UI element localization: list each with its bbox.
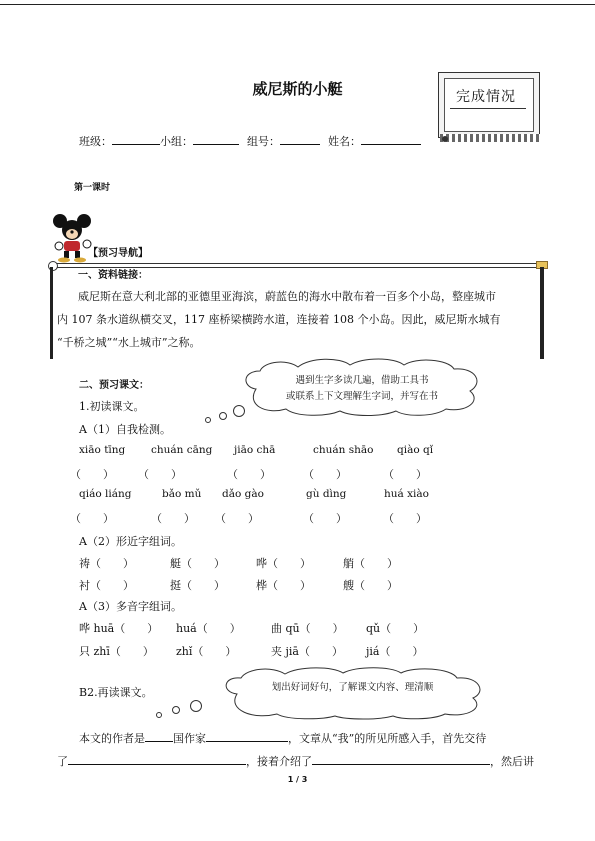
- badge-text: 完成情况: [456, 89, 516, 105]
- a2-label: A（2）形近字组词。: [79, 535, 182, 548]
- answer-box[interactable]: （ ）: [227, 468, 271, 481]
- similar-char: 艄（ ）: [343, 557, 398, 570]
- team-label: 组号：: [247, 135, 280, 148]
- thought-bubble-large: [233, 405, 245, 417]
- student-info-line: [79, 133, 421, 149]
- top-rule: [0, 4, 595, 5]
- thought-bubble-small: [205, 417, 211, 423]
- pinyin-3: jiāo chā: [234, 444, 276, 456]
- name-field[interactable]: [361, 133, 421, 145]
- pinyin-8: dǎo gào: [222, 488, 264, 500]
- poly-char: 曲 qū（ ）: [271, 622, 344, 635]
- fill-line-2: 了 ，接着介绍了 ，然后讲: [57, 755, 534, 768]
- thought-bubble-small: [156, 712, 162, 718]
- similar-char: 挺（ ）: [170, 579, 225, 592]
- name-label: 姓名：: [328, 135, 361, 148]
- class-field[interactable]: [112, 133, 160, 145]
- resource-line-3: “千桥之城”“水上城市”之称。: [57, 336, 201, 349]
- pinyin-2: chuán cāng: [151, 444, 213, 456]
- similar-char: 桦（ ）: [256, 579, 311, 592]
- pinyin-10: huá xiào: [384, 488, 429, 500]
- lesson-label: 第一课时: [74, 183, 111, 193]
- poly-char: zhǐ（ ）: [176, 645, 237, 658]
- answer-box[interactable]: （ ）: [383, 512, 427, 525]
- answer-box[interactable]: （ ）: [215, 512, 259, 525]
- cloud2-text: 划出好词好句，了解课文内容、理清顺: [271, 682, 434, 693]
- second-fill-field[interactable]: [312, 753, 490, 765]
- poly-char: 只 zhī（ ）: [79, 645, 154, 658]
- pinyin-7: bǎo mǔ: [162, 488, 202, 500]
- author-name-field[interactable]: [206, 730, 288, 742]
- a1-label: A（1）自我检测。: [79, 423, 171, 436]
- poly-char: qǔ（ ）: [366, 622, 425, 635]
- a3-label: A（3）多音字组词。: [79, 600, 182, 613]
- pinyin-1: xiāo tīng: [79, 444, 126, 456]
- pinyin-6: qiáo liáng: [79, 488, 132, 500]
- page-title: 威尼斯的小艇: [252, 80, 343, 98]
- thought-bubble-large: [190, 700, 202, 712]
- section1-heading: 一、资料链接：: [78, 270, 148, 281]
- b2-label: B2.再读课文。: [79, 686, 153, 699]
- fill-line-1: 本文的作者是 国作家 ，文章从“我”的所见所感入手，首先交待: [79, 732, 487, 745]
- answer-box[interactable]: （ ）: [303, 468, 347, 481]
- class-label: 班级：: [79, 135, 112, 148]
- similar-char: 艘（ ）: [343, 579, 398, 592]
- nav-header: 【预习导航】: [88, 248, 148, 259]
- pinyin-4: chuán shāo: [313, 444, 374, 456]
- answer-box[interactable]: （ ）: [303, 512, 347, 525]
- item-1-label: 1.初读课文。: [79, 400, 145, 413]
- answer-box[interactable]: （ ）: [138, 468, 182, 481]
- poly-char: 哗 huā（ ）: [79, 622, 159, 635]
- thought-bubble-medium: [172, 706, 180, 714]
- page-number: 1 / 3: [287, 775, 308, 784]
- pinyin-9: gù dìng: [306, 488, 347, 500]
- thought-bubble-medium: [219, 412, 227, 420]
- answer-box[interactable]: （ ）: [383, 468, 427, 481]
- similar-char: 艇（ ）: [170, 557, 225, 570]
- cloud1-line-2: 或联系上下文理解生字词，并写在书: [285, 391, 438, 402]
- film-strip-icon: [440, 134, 540, 142]
- section2-heading: 二、预习课文：: [79, 380, 149, 391]
- pinyin-5: qiào qǐ: [397, 444, 434, 456]
- similar-char: 祷（ ）: [79, 557, 134, 570]
- poly-char: 夹 jiā（ ）: [271, 645, 343, 658]
- team-field[interactable]: [280, 133, 320, 145]
- resource-line-2: 内 107 条水道纵横交叉，117 座桥梁横跨水道，连接着 108 个小岛。因此，威尼斯水城有: [57, 313, 501, 326]
- author-country-field[interactable]: [145, 730, 173, 742]
- resource-line-1: 威尼斯在意大利北部的亚德里亚海滨，蔚蓝色的海水中散布着一百多个小岛，整座城市: [78, 290, 496, 303]
- similar-char: 哗（ ）: [256, 557, 311, 570]
- group-label: 小组：: [160, 135, 193, 148]
- answer-box[interactable]: （ ）: [70, 468, 114, 481]
- group-field[interactable]: [193, 133, 239, 145]
- cloud1-line-1: 遇到生字多读几遍，借助工具书: [295, 375, 429, 386]
- poly-char: jiá（ ）: [366, 645, 424, 658]
- dot-icon: [442, 136, 448, 142]
- similar-char: 衬（ ）: [79, 579, 134, 592]
- completion-badge: [438, 72, 542, 148]
- poly-char: huá（ ）: [176, 622, 241, 635]
- first-fill-field[interactable]: [68, 753, 246, 765]
- answer-box[interactable]: （ ）: [151, 512, 195, 525]
- answer-box[interactable]: （ ）: [70, 512, 114, 525]
